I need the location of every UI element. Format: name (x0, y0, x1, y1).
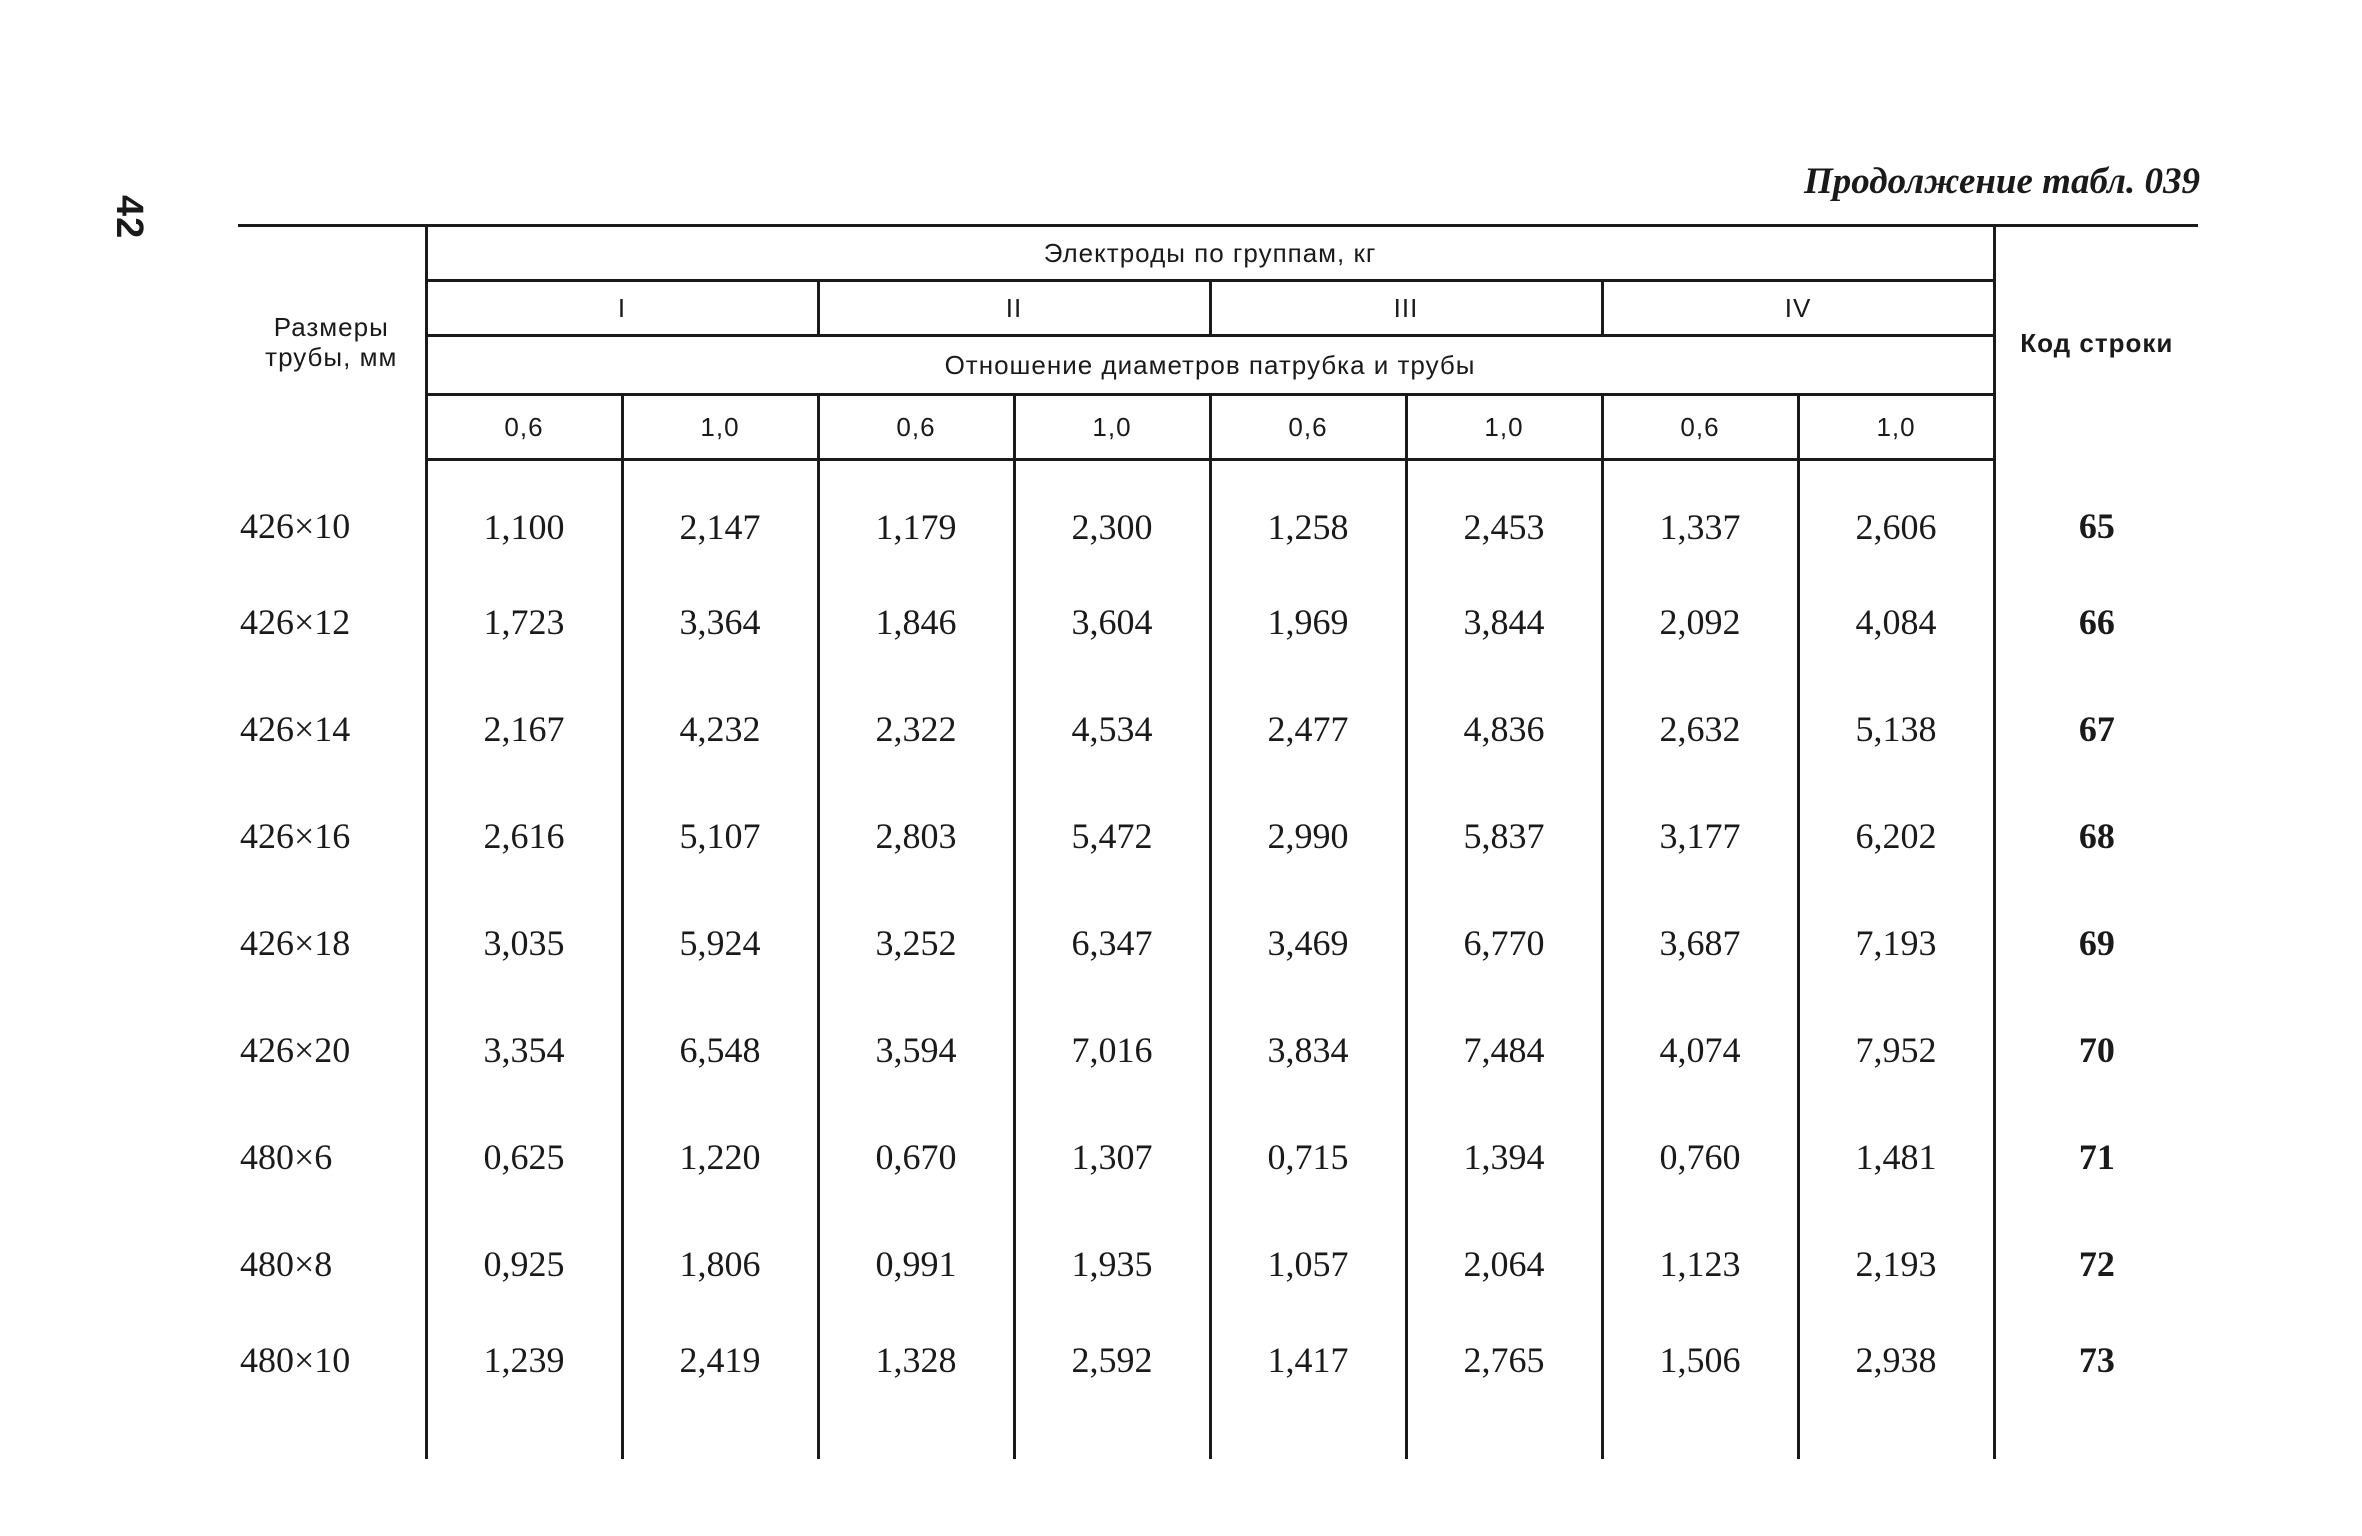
row-code-cell: 71 (1994, 1103, 2198, 1210)
table-container (238, 224, 2198, 1459)
row-code-cell: 70 (1994, 996, 2198, 1103)
ratio-header: 0,6 (1210, 395, 1406, 460)
pipe-size-cell: 426×18 (240, 922, 351, 963)
electrode-mass-cell: 0,625 (426, 1103, 622, 1210)
electrode-mass-cell: 2,322 (818, 675, 1014, 782)
electrode-mass-cell: 0,670 (818, 1103, 1014, 1210)
ratio-header: 1,0 (622, 395, 818, 460)
electrode-mass-cell: 3,469 (1210, 889, 1406, 996)
electrode-mass-cell: 3,687 (1602, 889, 1798, 996)
electrode-mass-cell: 0,925 (426, 1210, 622, 1317)
pipe-size-cell: 426×16 (240, 815, 351, 856)
electrode-mass-cell: 6,548 (622, 996, 818, 1103)
electrode-mass-cell: 2,616 (426, 782, 622, 889)
electrode-mass-cell: 1,057 (1210, 1210, 1406, 1317)
row-code-cell: 73 (1994, 1317, 2198, 1459)
group-header-iii: III (1210, 281, 1602, 336)
electrode-mass-cell: 2,477 (1210, 675, 1406, 782)
electrode-mass-cell: 1,481 (1798, 1103, 1994, 1210)
table-row (238, 1103, 2198, 1210)
electrode-mass-cell: 1,935 (1014, 1210, 1210, 1317)
electrode-mass-cell: 1,506 (1602, 1317, 1798, 1459)
electrode-mass-cell: 1,307 (1014, 1103, 1210, 1210)
diameter-ratio-header: Отношение диаметров патрубка и трубы (426, 336, 1994, 395)
electrode-mass-cell: 7,193 (1798, 889, 1994, 996)
electrode-mass-cell: 4,074 (1602, 996, 1798, 1103)
electrode-mass-cell: 6,770 (1406, 889, 1602, 996)
electrode-mass-cell: 0,715 (1210, 1103, 1406, 1210)
group-header-i: I (426, 281, 818, 336)
ratio-header: 1,0 (1014, 395, 1210, 460)
table-row (238, 568, 2198, 675)
electrode-mass-cell: 1,417 (1210, 1317, 1406, 1459)
table-row (238, 1210, 2198, 1317)
size-column-header: Размеры трубы, мм (238, 226, 426, 460)
electrode-mass-cell: 2,632 (1602, 675, 1798, 782)
group-header-iv: IV (1602, 281, 1994, 336)
electrode-mass-cell: 2,938 (1798, 1317, 1994, 1459)
table-header (238, 226, 2198, 460)
electrode-mass-cell: 2,092 (1602, 568, 1798, 675)
electrode-mass-cell: 4,534 (1014, 675, 1210, 782)
electrode-mass-cell: 5,138 (1798, 675, 1994, 782)
electrode-mass-cell: 4,084 (1798, 568, 1994, 675)
electrode-mass-cell: 6,202 (1798, 782, 1994, 889)
electrode-mass-cell: 3,364 (622, 568, 818, 675)
electrode-table (238, 224, 2198, 1459)
row-code-cell: 68 (1994, 782, 2198, 889)
ratio-header: 1,0 (1406, 395, 1602, 460)
electrode-mass-cell: 5,472 (1014, 782, 1210, 889)
table-row (238, 675, 2198, 782)
pipe-size-cell: 480×10 (240, 1340, 351, 1380)
electrode-mass-cell: 7,016 (1014, 996, 1210, 1103)
ratio-header: 0,6 (1602, 395, 1798, 460)
row-code-cell: 65 (1994, 460, 2198, 569)
electrode-mass-cell: 2,147 (622, 460, 818, 569)
table-row (238, 782, 2198, 889)
electrode-mass-cell: 1,846 (818, 568, 1014, 675)
table-body (238, 460, 2198, 1460)
electrode-mass-cell: 0,991 (818, 1210, 1014, 1317)
electrode-mass-cell: 2,300 (1014, 460, 1210, 569)
pipe-size-cell: 480×6 (240, 1136, 333, 1177)
group-header-ii: II (818, 281, 1210, 336)
pipe-size-cell: 426×12 (240, 601, 351, 642)
pipe-size-cell: 480×8 (240, 1243, 333, 1284)
ratio-header: 1,0 (1798, 395, 1994, 460)
electrode-mass-cell: 3,834 (1210, 996, 1406, 1103)
table-caption: Продолжение табл. 039 (1804, 161, 2200, 202)
electrode-mass-cell: 1,179 (818, 460, 1014, 569)
electrode-mass-cell: 1,220 (622, 1103, 818, 1210)
electrode-groups-header: Электроды по группам, кг (426, 226, 1994, 281)
electrode-mass-cell: 5,107 (622, 782, 818, 889)
electrode-mass-cell: 4,836 (1406, 675, 1602, 782)
electrode-mass-cell: 1,806 (622, 1210, 818, 1317)
page-number: 42 (108, 195, 150, 240)
electrode-mass-cell: 2,803 (818, 782, 1014, 889)
electrode-mass-cell: 1,258 (1210, 460, 1406, 569)
electrode-mass-cell: 1,239 (426, 1317, 622, 1459)
electrode-mass-cell: 3,252 (818, 889, 1014, 996)
electrode-mass-cell: 6,347 (1014, 889, 1210, 996)
electrode-mass-cell: 3,035 (426, 889, 622, 996)
electrode-mass-cell: 1,123 (1602, 1210, 1798, 1317)
electrode-mass-cell: 5,924 (622, 889, 818, 996)
row-code-cell: 72 (1994, 1210, 2198, 1317)
row-code-cell: 69 (1994, 889, 2198, 996)
pipe-size-cell: 426×20 (240, 1029, 351, 1070)
electrode-mass-cell: 3,594 (818, 996, 1014, 1103)
electrode-mass-cell: 3,354 (426, 996, 622, 1103)
electrode-mass-cell: 1,100 (426, 460, 622, 569)
table-row (238, 889, 2198, 996)
row-code-cell: 67 (1994, 675, 2198, 782)
electrode-mass-cell: 1,337 (1602, 460, 1798, 569)
ratio-header: 0,6 (818, 395, 1014, 460)
electrode-mass-cell: 2,193 (1798, 1210, 1994, 1317)
electrode-mass-cell: 7,952 (1798, 996, 1994, 1103)
ratio-header: 0,6 (426, 395, 622, 460)
electrode-mass-cell: 2,606 (1798, 460, 1994, 569)
table-row (238, 1317, 2198, 1459)
electrode-mass-cell: 3,844 (1406, 568, 1602, 675)
electrode-mass-cell: 1,723 (426, 568, 622, 675)
electrode-mass-cell: 7,484 (1406, 996, 1602, 1103)
electrode-mass-cell: 2,064 (1406, 1210, 1602, 1317)
pipe-size-cell: 426×14 (240, 708, 351, 749)
table-row (238, 460, 2198, 569)
electrode-mass-cell: 4,232 (622, 675, 818, 782)
electrode-mass-cell: 3,604 (1014, 568, 1210, 675)
electrode-mass-cell: 1,394 (1406, 1103, 1602, 1210)
electrode-mass-cell: 2,765 (1406, 1317, 1602, 1459)
electrode-mass-cell: 2,453 (1406, 460, 1602, 569)
electrode-mass-cell: 2,990 (1210, 782, 1406, 889)
table-row (238, 996, 2198, 1103)
electrode-mass-cell: 1,969 (1210, 568, 1406, 675)
row-code-header: Код строки (1994, 226, 2198, 460)
pipe-size-cell: 426×10 (240, 505, 351, 546)
electrode-mass-cell: 3,177 (1602, 782, 1798, 889)
electrode-mass-cell: 1,328 (818, 1317, 1014, 1459)
row-code-cell: 66 (1994, 568, 2198, 675)
electrode-mass-cell: 2,592 (1014, 1317, 1210, 1459)
electrode-mass-cell: 2,167 (426, 675, 622, 782)
electrode-mass-cell: 2,419 (622, 1317, 818, 1459)
electrode-mass-cell: 5,837 (1406, 782, 1602, 889)
electrode-mass-cell: 0,760 (1602, 1103, 1798, 1210)
